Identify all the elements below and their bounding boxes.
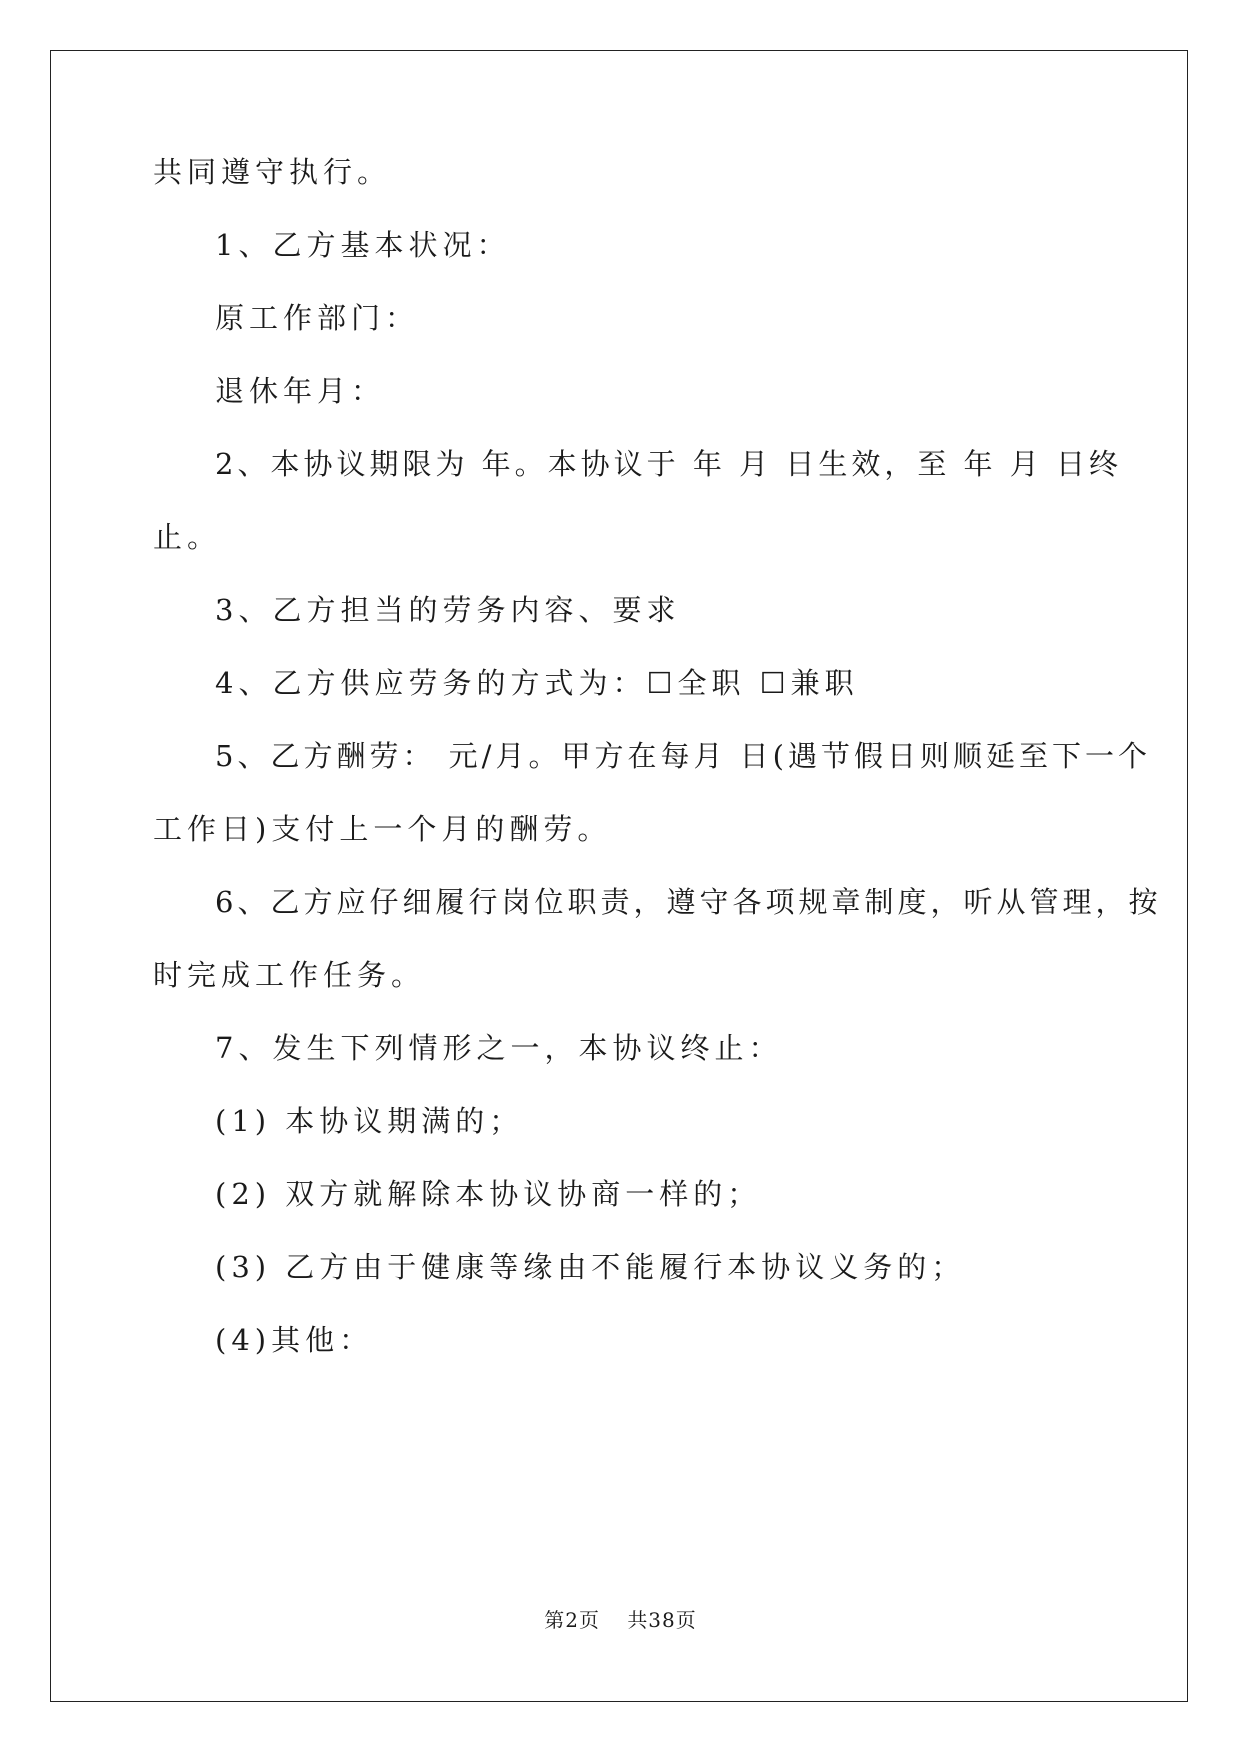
text-line: 2、本协议期限为 年。本协议于 年 月 日生效，至 年 月 日终	[215, 447, 1122, 481]
text-line: (3) 乙方由于健康等缘由不能履行本协议义务的；	[215, 1250, 966, 1284]
text-line: (1) 本协议期满的；	[215, 1104, 524, 1138]
page-number: 第2页	[544, 1608, 600, 1632]
text-line: 7、发生下列情形之一，本协议终止：	[215, 1031, 783, 1065]
text-line: 工作日)支付上一个月的酬劳。	[153, 812, 612, 846]
text-line: 3、乙方担当的劳务内容、要求	[215, 593, 681, 627]
text-line: (2) 双方就解除本协议协商一样的；	[215, 1177, 762, 1211]
text-line: 6、乙方应仔细履行岗位职责，遵守各项规章制度，听从管理，按	[215, 885, 1162, 919]
page-total: 共38页	[627, 1608, 697, 1632]
text-line: 原工作部门：	[215, 301, 420, 335]
text-line: 共同遵守执行。	[153, 155, 392, 189]
text-line: 止。	[153, 520, 222, 554]
text-line: (4)其他：	[215, 1323, 374, 1357]
text-line: 4、乙方供应劳务的方式为：☐全职 ☐兼职	[215, 666, 859, 700]
text-line: 5、乙方酬劳： 元/月。甲方在每月 日(遇节假日则顺延至下一个	[215, 739, 1151, 773]
text-line: 1、乙方基本状况：	[215, 228, 511, 262]
text-line: 退休年月：	[215, 374, 386, 408]
page-footer	[0, 1604, 1241, 1633]
text-line: 时完成工作任务。	[153, 958, 426, 992]
